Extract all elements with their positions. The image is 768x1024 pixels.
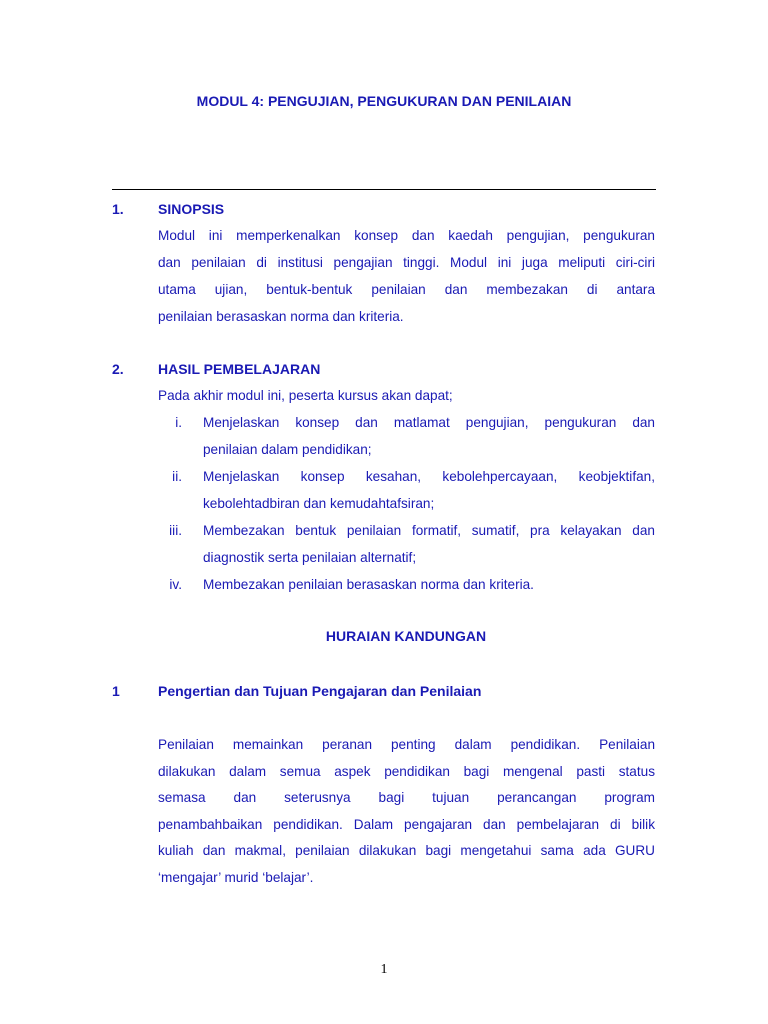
list-item-line: Membezakan penilaian berasaskan norma dan kriteria. xyxy=(203,577,534,592)
section-2-heading: HASIL PEMBELAJARAN xyxy=(158,361,321,377)
list-marker: iv. xyxy=(169,577,182,592)
section-2-number: 2. xyxy=(112,361,124,377)
paragraph-line: Penilaian memainkan peranan penting dalam pendidikan. Penilaian xyxy=(158,737,655,752)
list-item-line: Membezakan bentuk penilaian formatif, sumatif, pra kelayakan dan xyxy=(203,523,655,538)
paragraph-line: penilaian berasaskan norma dan kriteria. xyxy=(158,309,404,324)
intro-text: Pada akhir modul ini, peserta kursus akan dapat; xyxy=(158,388,453,403)
list-item-line: Menjelaskan konsep kesahan, kebolehpercayaan, keobjektifan, xyxy=(203,469,655,484)
section-1-paragraph xyxy=(158,222,655,330)
paragraph-line: kuliah dan makmal, penilaian dilakukan bagi mengetahui sama ada GURU xyxy=(158,843,655,858)
subsection-1-heading: Pengertian dan Tujuan Pengajaran dan Penilaian xyxy=(158,683,482,699)
section-1-number: 1. xyxy=(112,201,124,217)
page-number: 1 xyxy=(380,962,388,977)
section-1-heading: SINOPSIS xyxy=(158,201,225,217)
subsection-1-number: 1 xyxy=(112,683,120,699)
content-heading: HURAIAN KANDUNGAN xyxy=(325,628,487,644)
list-item-line: Menjelaskan konsep dan matlamat pengujian, pengukuran dan xyxy=(203,415,655,430)
horizontal-rule xyxy=(112,189,656,190)
module-title: MODUL 4: PENGUJIAN, PENGUKURAN DAN PENILAIAN xyxy=(196,93,572,109)
paragraph-line: dilakukan dalam semua aspek pendidikan bagi mengenal pasti status xyxy=(158,763,655,779)
subsection-1-paragraph xyxy=(158,732,655,891)
list-item xyxy=(203,571,655,598)
list-item-line: kebolehtadbiran dan kemudahtafsiran; xyxy=(203,496,435,511)
list-item-line: diagnostik serta penilaian alternatif; xyxy=(203,550,417,565)
paragraph-line: semasa dan seterusnya bagi tujuan perancangan program xyxy=(158,790,655,805)
list-item xyxy=(203,517,655,571)
list-item xyxy=(203,463,655,517)
paragraph-line: dan penilaian di institusi pengajian tinggi. Modul ini juga meliputi ciri-ciri xyxy=(158,255,655,270)
list-item xyxy=(203,409,655,463)
list-marker: ii. xyxy=(172,469,182,484)
list-marker: i. xyxy=(175,415,182,430)
section-2-intro xyxy=(158,382,655,409)
list-item-line: penilaian dalam pendidikan; xyxy=(203,442,372,457)
paragraph-line: Modul ini memperkenalkan konsep dan kaedah pengujian, pengukuran xyxy=(158,228,655,243)
paragraph-line: penambahbaikan pendidikan. Dalam pengajaran dan pembelajaran di bilik xyxy=(158,816,655,832)
paragraph-line: utama ujian, bentuk-bentuk penilaian dan membezakan di antara xyxy=(158,282,655,297)
paragraph-line: ‘mengajar’ murid ‘belajar’. xyxy=(158,869,314,885)
list-marker: iii. xyxy=(169,523,182,538)
